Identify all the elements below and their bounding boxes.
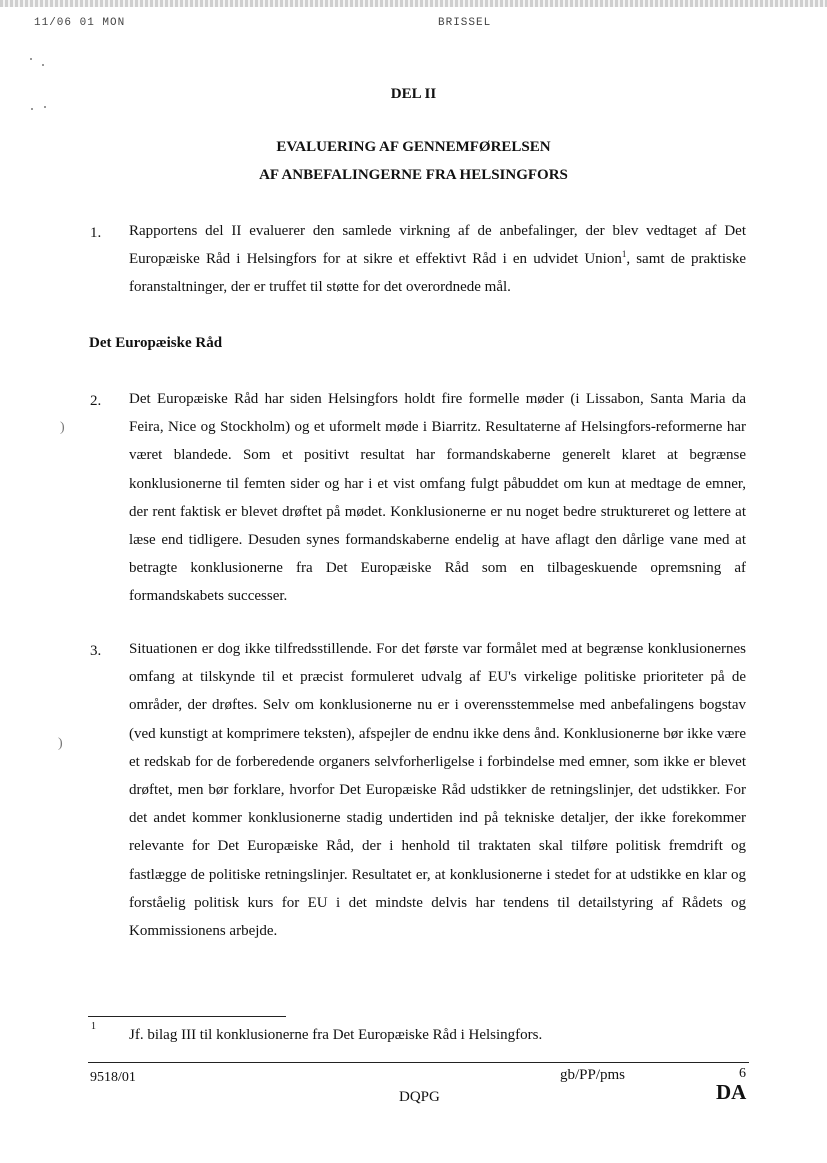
footnote-mark: 1 xyxy=(91,1021,96,1032)
scan-speck xyxy=(30,58,32,60)
fax-header-band xyxy=(0,0,827,7)
fax-header-sender: BRISSEL xyxy=(438,17,492,29)
paragraph-2-number: 2. xyxy=(90,393,102,409)
paragraph-1-number: 1. xyxy=(90,225,102,241)
footnote-reference: 1 xyxy=(621,249,627,260)
footnote-text: Jf. bilag III til konklusionerne fra Det Europæiske Råd i Helsingfors. xyxy=(129,1027,543,1043)
section-heading: Det Europæiske Råd xyxy=(89,335,223,351)
paragraph-1-text-before: Rapportens del II evaluerer den samlede virkning af de anbefalinger, der blev vedtaget af Det Europæiske Råd i Helsingfors for at sikre et effektivt Råd i en udvidet Union xyxy=(129,223,746,268)
footer-reference: gb/PP/pms xyxy=(560,1067,626,1083)
main-title-line-2: AF ANBEFALINGERNE FRA HELSINGFORS xyxy=(259,167,568,183)
fax-header xyxy=(0,0,827,36)
footer-language-code: DA xyxy=(716,1080,747,1104)
footer-page-number: 6 xyxy=(739,1066,746,1081)
footer-department: DQPG xyxy=(399,1089,440,1105)
footnote-separator xyxy=(88,1016,286,1017)
margin-mark: ) xyxy=(60,420,65,435)
paragraph-1 xyxy=(129,217,746,302)
footer-rule xyxy=(88,1062,749,1063)
paragraph-3-number: 3. xyxy=(90,643,102,659)
scan-speck xyxy=(31,108,33,110)
scan-speck xyxy=(44,106,46,108)
scan-speck xyxy=(42,64,44,66)
paragraph-2: Det Europæiske Råd har siden Helsingfors holdt fire formelle møder (i Lissabon, Santa Maria da Feira, Nice og Stockholm) og et uformelt møde i Biarritz. Resultaterne af Helsingfors-reformerne har været blandede. Som et positivt resultat har formandskaberne generelt klaret at begrænse konklusionerne til femten sider og har i et vist omfang fulgt påbuddet om kun at medtage de emner, der rent faktisk er blevet drøftet på mødet. Konklusionerne er nu noget bedre struktureret og lettere at læse end tidligere. Desuden synes formandskaberne endelig at have aflagt den dårlige vane med at betragte konklusionerne fra Det Europæiske Råd som en tilbageskuende opremsning af formandskabets successer. xyxy=(129,391,746,605)
main-title-line-1: EVALUERING AF GENNEMFØRELSEN xyxy=(276,139,551,155)
fax-header-date: 11/06 01 MON xyxy=(34,17,126,29)
footer-document-number: 9518/01 xyxy=(90,1070,136,1085)
paragraph-1-text-after: , samt de praktiske foranstaltninger, der er truffet til støtte for det overordnede mål. xyxy=(129,251,746,296)
paragraph-3: Situationen er dog ikke tilfredsstillende. For det første var formålet med at begrænse konklusionernes omfang at tilskynde til et præcist formuleret udvalg af EU's virkelige politiske prioriteter på de områder, der drøftes. Selv om konklusionerne nu er i overensstemmelse med anbefalingens bogstav (ved kunstigt at komprimere teksten), afspejler de endnu ikke dens ånd. Konklusionerne bør ikke være et redskab for de forberedende organers selvforherligelse i forbindelse med emner, som ikke er blevet drøftet, men bør forklare, hvorfor Det Europæiske Råd udstikker de retningslinjer, det udstikker. For det andet kommer konklusionerne stadig undertiden ind på tekniske detaljer, der ikke forekommer relevante for Det Europæiske Råd, der i henhold til traktaten skal tilføre politisk fremdrift og fastlægge de politiske retningslinjer. Resultatet er, at konklusionerne i stedet for at udstikke en klar og forståelig politisk kurs for EU i det mindste delvis har tendens til detailstyring af Rådets og Kommissionens arbejde. xyxy=(129,641,746,940)
margin-mark: ) xyxy=(58,736,63,751)
part-title: DEL II xyxy=(390,86,437,102)
